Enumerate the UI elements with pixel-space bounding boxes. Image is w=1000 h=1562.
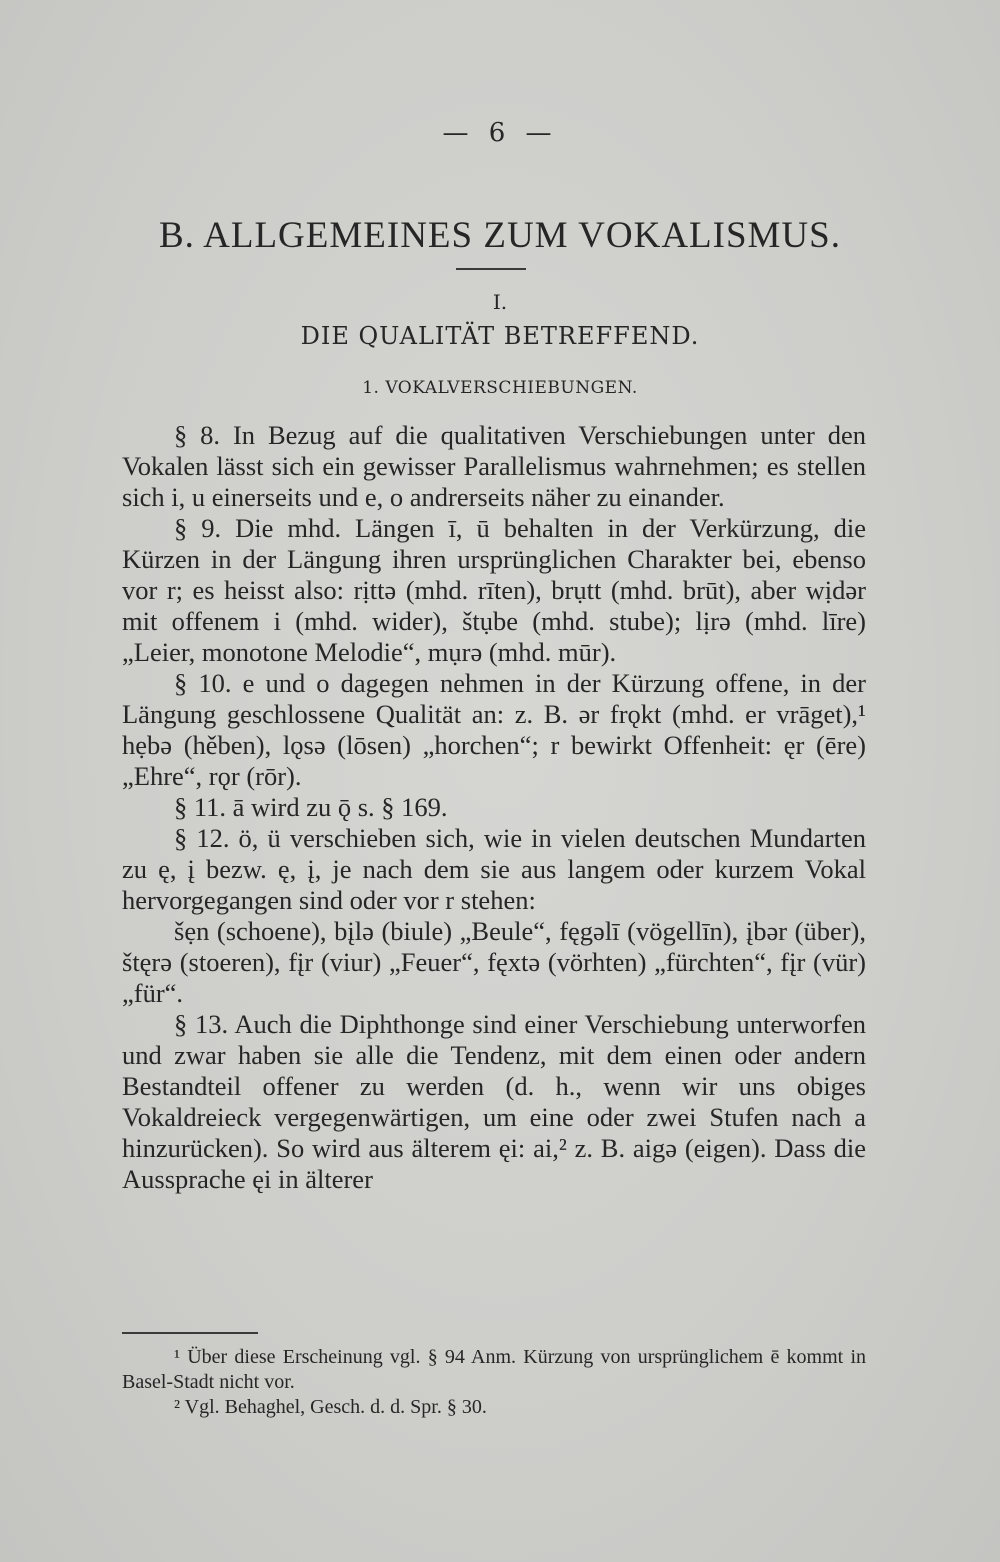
body-text [122,420,866,1195]
section-title: DIE QUALITÄT BETREFFEND. [300,322,700,350]
footnote-divider [122,1332,258,1334]
paragraph-9: § 9. Die mhd. Längen ī, ū behalten in der Verkürzung, die Kürzen in der Längung ihren ursprünglichen Charakter bei, ebenso vor r; es heisst also: rịttə (mhd. rīten), brụtt (mhd. brūt), aber wịdər mit offenem i (mhd. wider), štụbe (mhd. stube); lịrə (mhd. līre) „Leier, monotone Melodie“, mụrə (mhd. mūr). [122,513,866,667]
paragraph-13: § 13. Auch die Diphthonge sind einer Verschiebung unterworfen und zwar haben sie alle die Tendenz, mit dem einen oder andern Bestandteil offener zu werden (d. h., wenn wir uns obiges Vokaldreieck vergegenwärtigen, um eine oder zwei Stufen nach a hinzurücken). So wird aus älterem ęi: ai,² z. B. aigə (eigen). Dass die Aussprache ęi in älterer [122,1009,866,1194]
paragraph-12: § 12. ö, ü verschieben sich, wie in vielen deutschen Mundarten zu ę, į bezw. ę, į, je nach dem sie aus langem oder kurzem Vokal hervorgegangen sind oder vor r stehen: [122,823,866,915]
subsection-title: 1. VOKALVERSCHIEBUNGEN. [362,378,638,398]
title-divider [456,268,526,270]
footnote-2: ² Vgl. Behaghel, Gesch. d. d. Spr. § 30. [174,1396,487,1418]
chapter-title: B. ALLGEMEINES ZUM VOKALISMUS. [159,215,841,256]
paragraph-10: § 10. e und o dagegen nehmen in der Kürzung offene, in der Längung geschlossene Qualität an: z. B. ər frǫkt (mhd. er vrāget),¹ hẹbə (hěben), lǫsə (lōsen) „horchen“; r bewirkt Offenheit: ęr (ēre) „Ehre“, rǫr (rōr). [122,668,866,791]
footnotes [122,1345,866,1420]
page-number: — 6 — [442,118,558,148]
paragraph-8: § 8. In Bezug auf die qualitativen Verschiebungen unter den Vokalen lässt sich ein gewisser Parallelismus wahrnehmen; es stellen sich i, u einerseits und e, o andrerseits näher zu einander. [122,420,866,512]
footnote-1: ¹ Über diese Erscheinung vgl. § 94 Anm. Kürzung von ursprünglichem ē kommt in Basel-Stadt nicht vor. [122,1346,866,1393]
paragraph-11: § 11. ā wird zu ǭ s. § 169. [174,792,448,822]
section-number: I. [492,290,508,314]
paragraph-12-examples: šẹn (schoene), bįlə (biule) „Beule“, fęgəlī (vögellīn), įbər (über), štęrə (stoeren), fįr (viur) „Feuer“, fęxtə (vörhten) „fürchten“, fįr (vür) „für“. [122,916,866,1008]
